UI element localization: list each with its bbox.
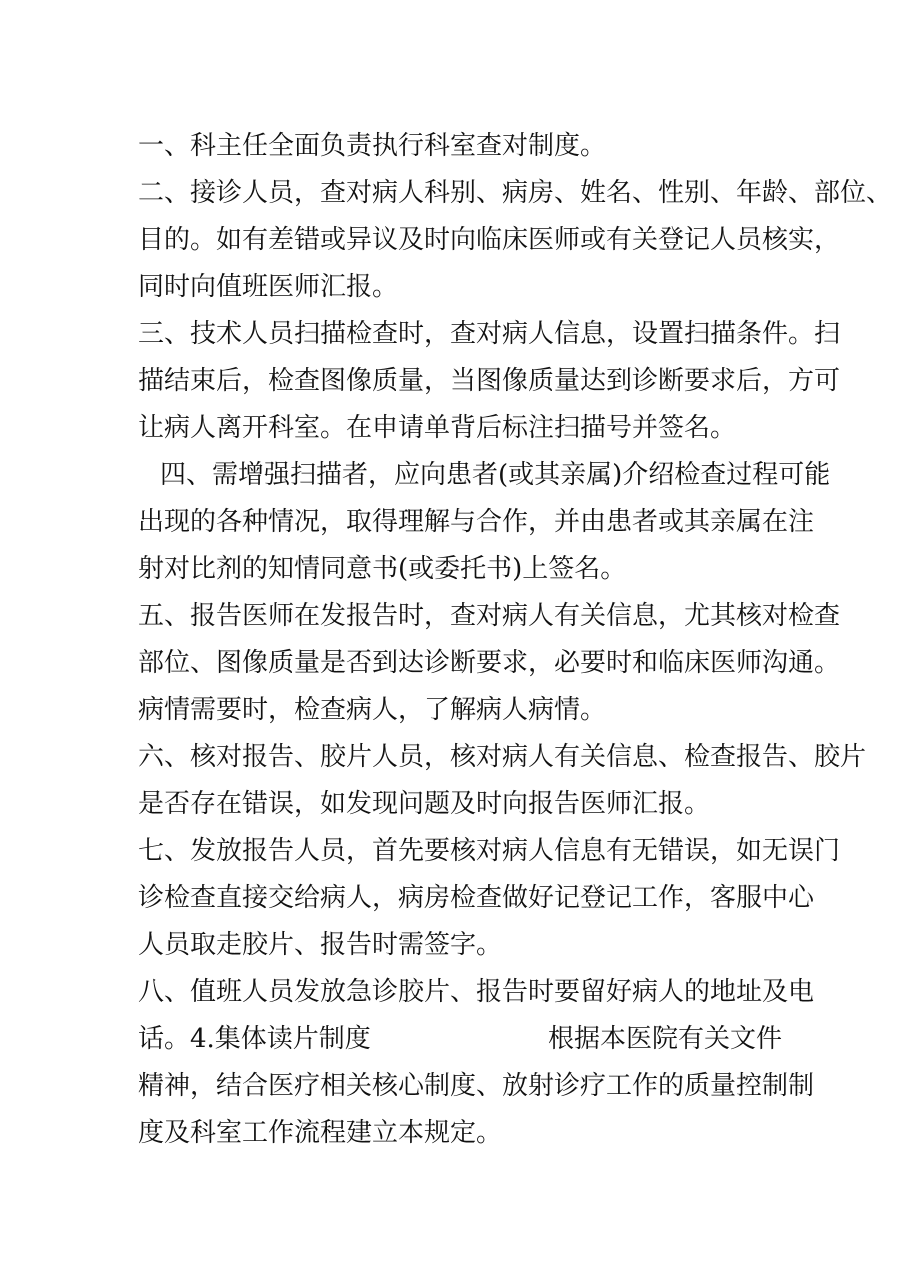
paragraph-line: 是否存在错误，如发现问题及时向报告医师汇报。 — [138, 789, 711, 819]
paragraph-line: 目的。如有差错或异议及时向临床医师或有关登记人员核实， — [138, 225, 841, 255]
paragraph-line: 二、接诊人员，查对病人科别、病房、姓名、性别、年龄、部位、 — [138, 178, 893, 208]
paragraph-line: 一、科主任全面负责执行科室查对制度。 — [138, 131, 607, 161]
section-heading-text: 话。4.集体读片制度 — [138, 1024, 371, 1054]
paragraph-line: 度及科室工作流程建立本规定。 — [138, 1118, 503, 1148]
paragraph-line: 五、报告医师在发报告时，查对病人有关信息，尤其核对检查 — [138, 601, 841, 631]
paragraph-line: 三、技术人员扫描检查时，查对病人信息，设置扫描条件。扫 — [138, 319, 841, 349]
paragraph-line: 病情需要时，检查病人，了解病人病情。 — [138, 695, 607, 725]
paragraph-line: 出现的各种情况，取得理解与合作，并由患者或其亲属在注 — [138, 507, 815, 537]
paragraph-line-split — [138, 1021, 788, 1057]
paragraph-line: 人员取走胶片、报告时需签字。 — [138, 930, 503, 960]
paragraph-line: 精神，结合医疗相关核心制度、放射诊疗工作的质量控制制 — [138, 1071, 815, 1101]
paragraph-line: 同时向值班医师汇报。 — [138, 272, 399, 302]
paragraph-line: 八、值班人员发放急诊胶片、报告时要留好病人的地址及电 — [138, 977, 815, 1007]
paragraph-line: 四、需增强扫描者，应向患者(或其亲属)介绍检查过程可能 — [160, 460, 831, 490]
paragraph-line: 七、发放报告人员，首先要核对病人信息有无错误，如无误门 — [138, 836, 841, 866]
paragraph-line: 六、核对报告、胶片人员，核对病人有关信息、检查报告、胶片 — [138, 742, 867, 772]
paragraph-line: 让病人离开科室。在申请单背后标注扫描号并签名。 — [138, 413, 737, 443]
paragraph-continuation-text: 根据本医院有关文件 — [548, 1024, 783, 1054]
paragraph-line: 射对比剂的知情同意书(或委托书)上签名。 — [138, 554, 627, 584]
paragraph-line: 部位、图像质量是否到达诊断要求，必要时和临床医师沟通。 — [138, 648, 841, 678]
paragraph-line: 诊检查直接交给病人，病房检查做好记登记工作，客服中心 — [138, 883, 815, 913]
paragraph-line: 描结束后，检查图像质量，当图像质量达到诊断要求后，方可 — [138, 366, 841, 396]
